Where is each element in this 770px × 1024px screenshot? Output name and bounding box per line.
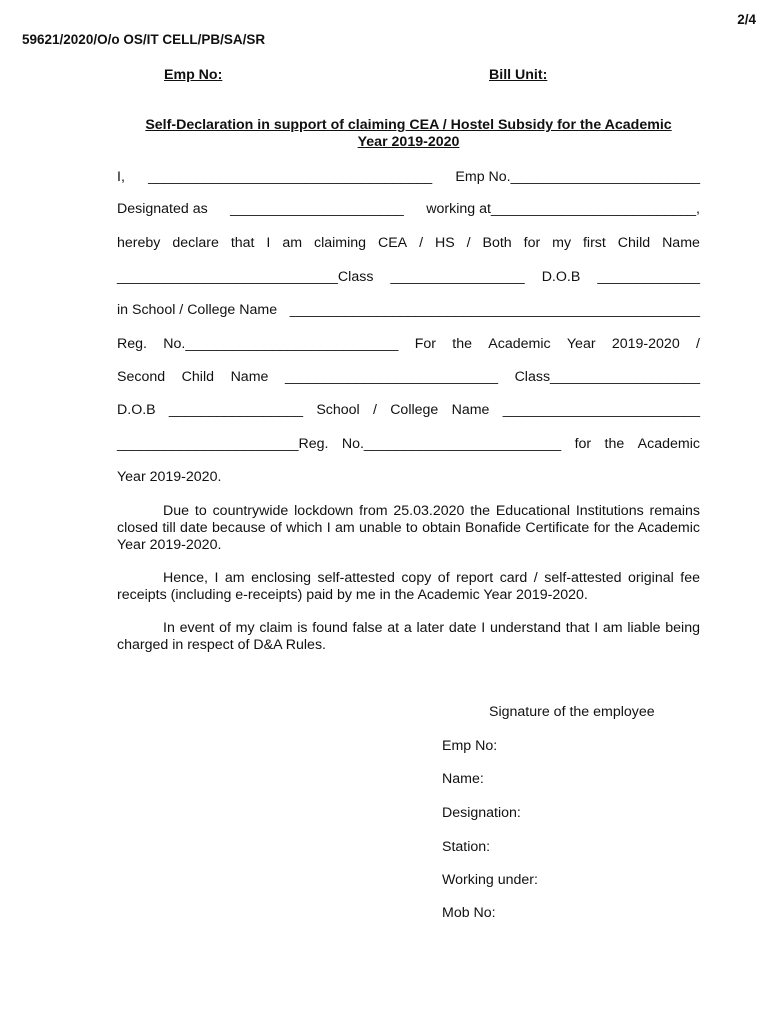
form-line-segment: / bbox=[372, 402, 377, 418]
form-line-segment: Second bbox=[117, 369, 166, 385]
form-line-segment: I bbox=[266, 235, 271, 251]
form-line-segment: 2019-2020 bbox=[611, 336, 680, 352]
form-line-segment: _____________ bbox=[597, 269, 700, 285]
paragraph-lockdown: Due to countrywide lockdown from 25.03.2020 the Educational Institutions remains closed till date because of which I am unable to obtain Bonafide Certificate for the Academic Year 2019-2020. bbox=[117, 503, 700, 553]
form-line-segment: _________________ bbox=[168, 402, 304, 418]
form-line-segment: the bbox=[452, 336, 472, 352]
paragraph-liability: In event of my claim is found false at a later date I understand that I am liable being charged in respect of D&A Rules. bbox=[117, 620, 700, 653]
sig-field-name: Name: bbox=[442, 771, 484, 787]
form-line-segment: For bbox=[414, 336, 436, 352]
sig-field-mob-no: Mob No: bbox=[442, 905, 496, 921]
form-line-segment: Both bbox=[482, 235, 512, 251]
form-line-segment: / bbox=[419, 235, 424, 251]
form-line-segment: Child bbox=[617, 235, 651, 251]
form-line-segment: Emp No.________________________ bbox=[455, 169, 700, 185]
form-line-segment: ______________________ bbox=[230, 201, 404, 217]
form-line-segment: College bbox=[390, 402, 439, 418]
form-line bbox=[117, 436, 700, 453]
emp-no-heading: Emp No: bbox=[164, 67, 223, 83]
form-line-segment: my bbox=[552, 235, 572, 251]
form-line bbox=[117, 369, 700, 386]
form-line bbox=[117, 235, 700, 252]
form-line-segment: Designated as bbox=[117, 201, 208, 217]
form-line-segment: _________________________ bbox=[502, 402, 700, 418]
form-line-segment: Name bbox=[662, 235, 700, 251]
form-line-segment: for bbox=[574, 436, 592, 452]
sig-field-station: Station: bbox=[442, 839, 491, 855]
form-line-segment: hereby bbox=[117, 235, 161, 251]
form-line bbox=[117, 402, 700, 419]
form-line-segment: Academic bbox=[637, 436, 700, 452]
form-line bbox=[117, 336, 700, 353]
signature-label: Signature of the employee bbox=[489, 704, 655, 720]
form-line bbox=[117, 469, 700, 486]
sig-field-designation: Designation: bbox=[442, 805, 521, 821]
form-line-segment: School bbox=[316, 402, 360, 418]
paragraph-enclosure: Hence, I am enclosing self-attested copy of report card / self-attested original fee receipts (including e-receipts) paid by me in the Academic Year 2019-2020. bbox=[117, 570, 700, 603]
form-line-segment: / bbox=[696, 336, 700, 352]
form-line-segment: claiming bbox=[313, 235, 367, 251]
sig-field-working-under: Working under: bbox=[442, 872, 538, 888]
form-line-segment: ____________________________________ bbox=[148, 169, 433, 185]
form-line-segment: Year bbox=[566, 336, 596, 352]
form-line-segment: in School / College Name bbox=[117, 302, 278, 318]
form-line bbox=[117, 302, 700, 319]
form-line-segment: that bbox=[230, 235, 255, 251]
form-line-segment: am bbox=[282, 235, 303, 251]
form-line-segment: D.O.B bbox=[541, 269, 581, 285]
form-line-segment: HS bbox=[434, 235, 455, 251]
form-line-segment: working at__________________________, bbox=[426, 201, 700, 217]
form-line-segment: Name bbox=[451, 402, 490, 418]
document-title-line-2: Year 2019-2020 bbox=[357, 134, 460, 150]
form-line bbox=[117, 201, 700, 218]
form-line-segment: ___________________________ bbox=[284, 369, 499, 385]
form-line-segment: Academic bbox=[488, 336, 551, 352]
form-line-segment: Reg. bbox=[117, 336, 147, 352]
form-line-segment: No.___________________________ bbox=[163, 336, 399, 352]
form-line-segment: ____________________________________________________ bbox=[289, 302, 700, 318]
page-number: 2/4 bbox=[737, 12, 756, 27]
form-line-segment: I, bbox=[117, 169, 125, 185]
form-line-segment: ____________________________Class bbox=[117, 269, 374, 285]
form-line-segment: / bbox=[466, 235, 471, 251]
form-line-segment: No._________________________ bbox=[341, 436, 562, 452]
form-line-segment: D.O.B bbox=[117, 402, 156, 418]
form-line bbox=[117, 169, 700, 186]
reference-number: 59621/2020/O/o OS/IT CELL/PB/SA/SR bbox=[22, 32, 266, 47]
form-line-segment: Year 2019-2020. bbox=[117, 469, 222, 485]
form-line-segment: _______________________Reg. bbox=[117, 436, 329, 452]
form-line-segment: _________________ bbox=[390, 269, 525, 285]
form-line-segment: Name bbox=[230, 369, 269, 385]
form-line-segment: first bbox=[582, 235, 606, 251]
document-title-line-1: Self-Declaration in support of claiming CEA / Hostel Subsidy for the Academic bbox=[145, 117, 672, 133]
form-line-segment: for bbox=[523, 235, 541, 251]
form-line bbox=[117, 269, 700, 286]
form-line-segment: declare bbox=[172, 235, 219, 251]
bill-unit-heading: Bill Unit: bbox=[489, 67, 548, 83]
form-line-segment: Child bbox=[181, 369, 215, 385]
sig-field-emp-no: Emp No: bbox=[442, 738, 498, 754]
form-line-segment: Class___________________ bbox=[514, 369, 700, 385]
form-line-segment: CEA bbox=[377, 235, 408, 251]
form-line-segment: the bbox=[604, 436, 625, 452]
